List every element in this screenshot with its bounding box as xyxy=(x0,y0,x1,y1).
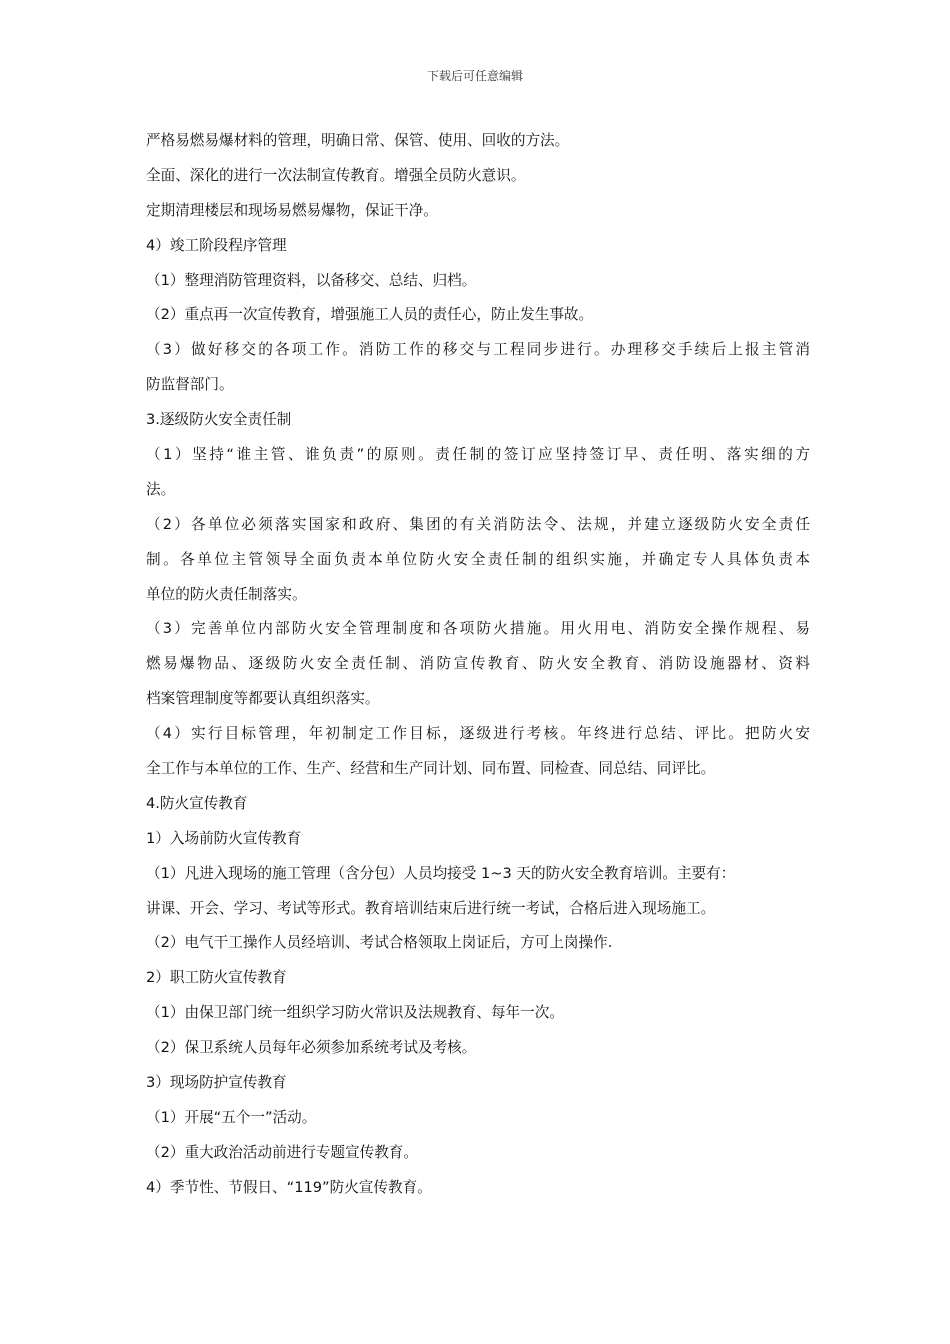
text-line: 严格易燃易爆材料的管理，明确日常、保管、使用、回收的方法。 xyxy=(146,132,570,149)
text-line: （1）由保卫部门统一组织学习防火常识及法规教育、每年一次。 xyxy=(146,1004,564,1022)
text-line: 法。 xyxy=(146,480,176,498)
text-line: （1）开展“五个一”活动。 xyxy=(146,1108,317,1126)
subsection-heading: 3）现场防护宣传教育 xyxy=(146,1074,287,1092)
text-line: （2）重点再一次宣传教育，增强施工人员的责任心，防止发生事故。 xyxy=(146,306,594,324)
text-line: 全面、深化的进行一次法制宣传教育。增强全员防火意识。 xyxy=(146,166,526,184)
document-body xyxy=(146,124,810,1206)
text-line: （3）完善单位内部防火安全管理制度和各项防火措施。用火用电、消防安全操作规程、易 xyxy=(146,620,810,638)
page-header: 下载后可任意编辑 xyxy=(426,69,523,83)
text-line: （1）整理消防管理资料，以备移交、总结、归档。 xyxy=(146,271,477,289)
subsection-heading: 2）职工防火宣传教育 xyxy=(146,969,287,987)
text-line: （3）做好移交的各项工作。消防工作的移交与工程同步进行。办理移交手续后上报主管消 xyxy=(146,341,810,359)
section-heading: 4）竣工阶段程序管理 xyxy=(146,236,287,254)
section-heading: 3.逐级防火安全责任制 xyxy=(146,411,292,429)
text-line: 燃易爆物品、逐级防火安全责任制、消防宣传教育、防火安全教育、消防设施器材、资料 xyxy=(146,655,810,673)
text-line: （1）坚持“谁主管、谁负责”的原则。责任制的签订应坚持签订早、责任明、落实细的方 xyxy=(146,446,810,464)
text-line: 全工作与本单位的工作、生产、经营和生产同计划、同布置、同检查、同总结、同评比。 xyxy=(146,760,716,778)
section-heading: 4.防火宣传教育 xyxy=(146,794,248,812)
subsection-heading: 1）入场前防火宣传教育 xyxy=(146,829,302,847)
text-line: 讲课、开会、学习、考试等形式。教育培训结束后进行统一考试，合格后进入现场施工。 xyxy=(146,899,716,917)
text-line: 单位的防火责任制落实。 xyxy=(146,585,307,603)
text-line: （2）重大政治活动前进行专题宣传教育。 xyxy=(146,1143,418,1161)
text-line: 防监督部门。 xyxy=(146,376,234,394)
text-line: （2）电气干工操作人员经培训、考试合格领取上岗证后，方可上岗操作. xyxy=(146,934,613,952)
text-line: （1）凡进入现场的施工管理（含分包）人员均接受 1~3 天的防火安全教育培训。主要有： xyxy=(146,864,736,882)
text-line: （2）保卫系统人员每年必须参加系统考试及考核。 xyxy=(146,1039,477,1057)
text-line: 档案管理制度等都要认真组织落实。 xyxy=(146,690,380,708)
subsection-heading: 4）季节性、节假日、“119”防火宣传教育。 xyxy=(146,1178,432,1196)
text-line: （4）实行目标管理，年初制定工作目标，逐级进行考核。年终进行总结、评比。把防火安 xyxy=(146,725,810,743)
text-line: 制。各单位主管领导全面负责本单位防火安全责任制的组织实施，并确定专人具体负责本 xyxy=(146,550,810,568)
text-line: （2）各单位必须落实国家和政府、集团的有关消防法令、法规，并建立逐级防火安全责任 xyxy=(146,515,810,533)
text-line: 定期清理楼层和现场易燃易爆物，保证干净。 xyxy=(146,201,438,219)
